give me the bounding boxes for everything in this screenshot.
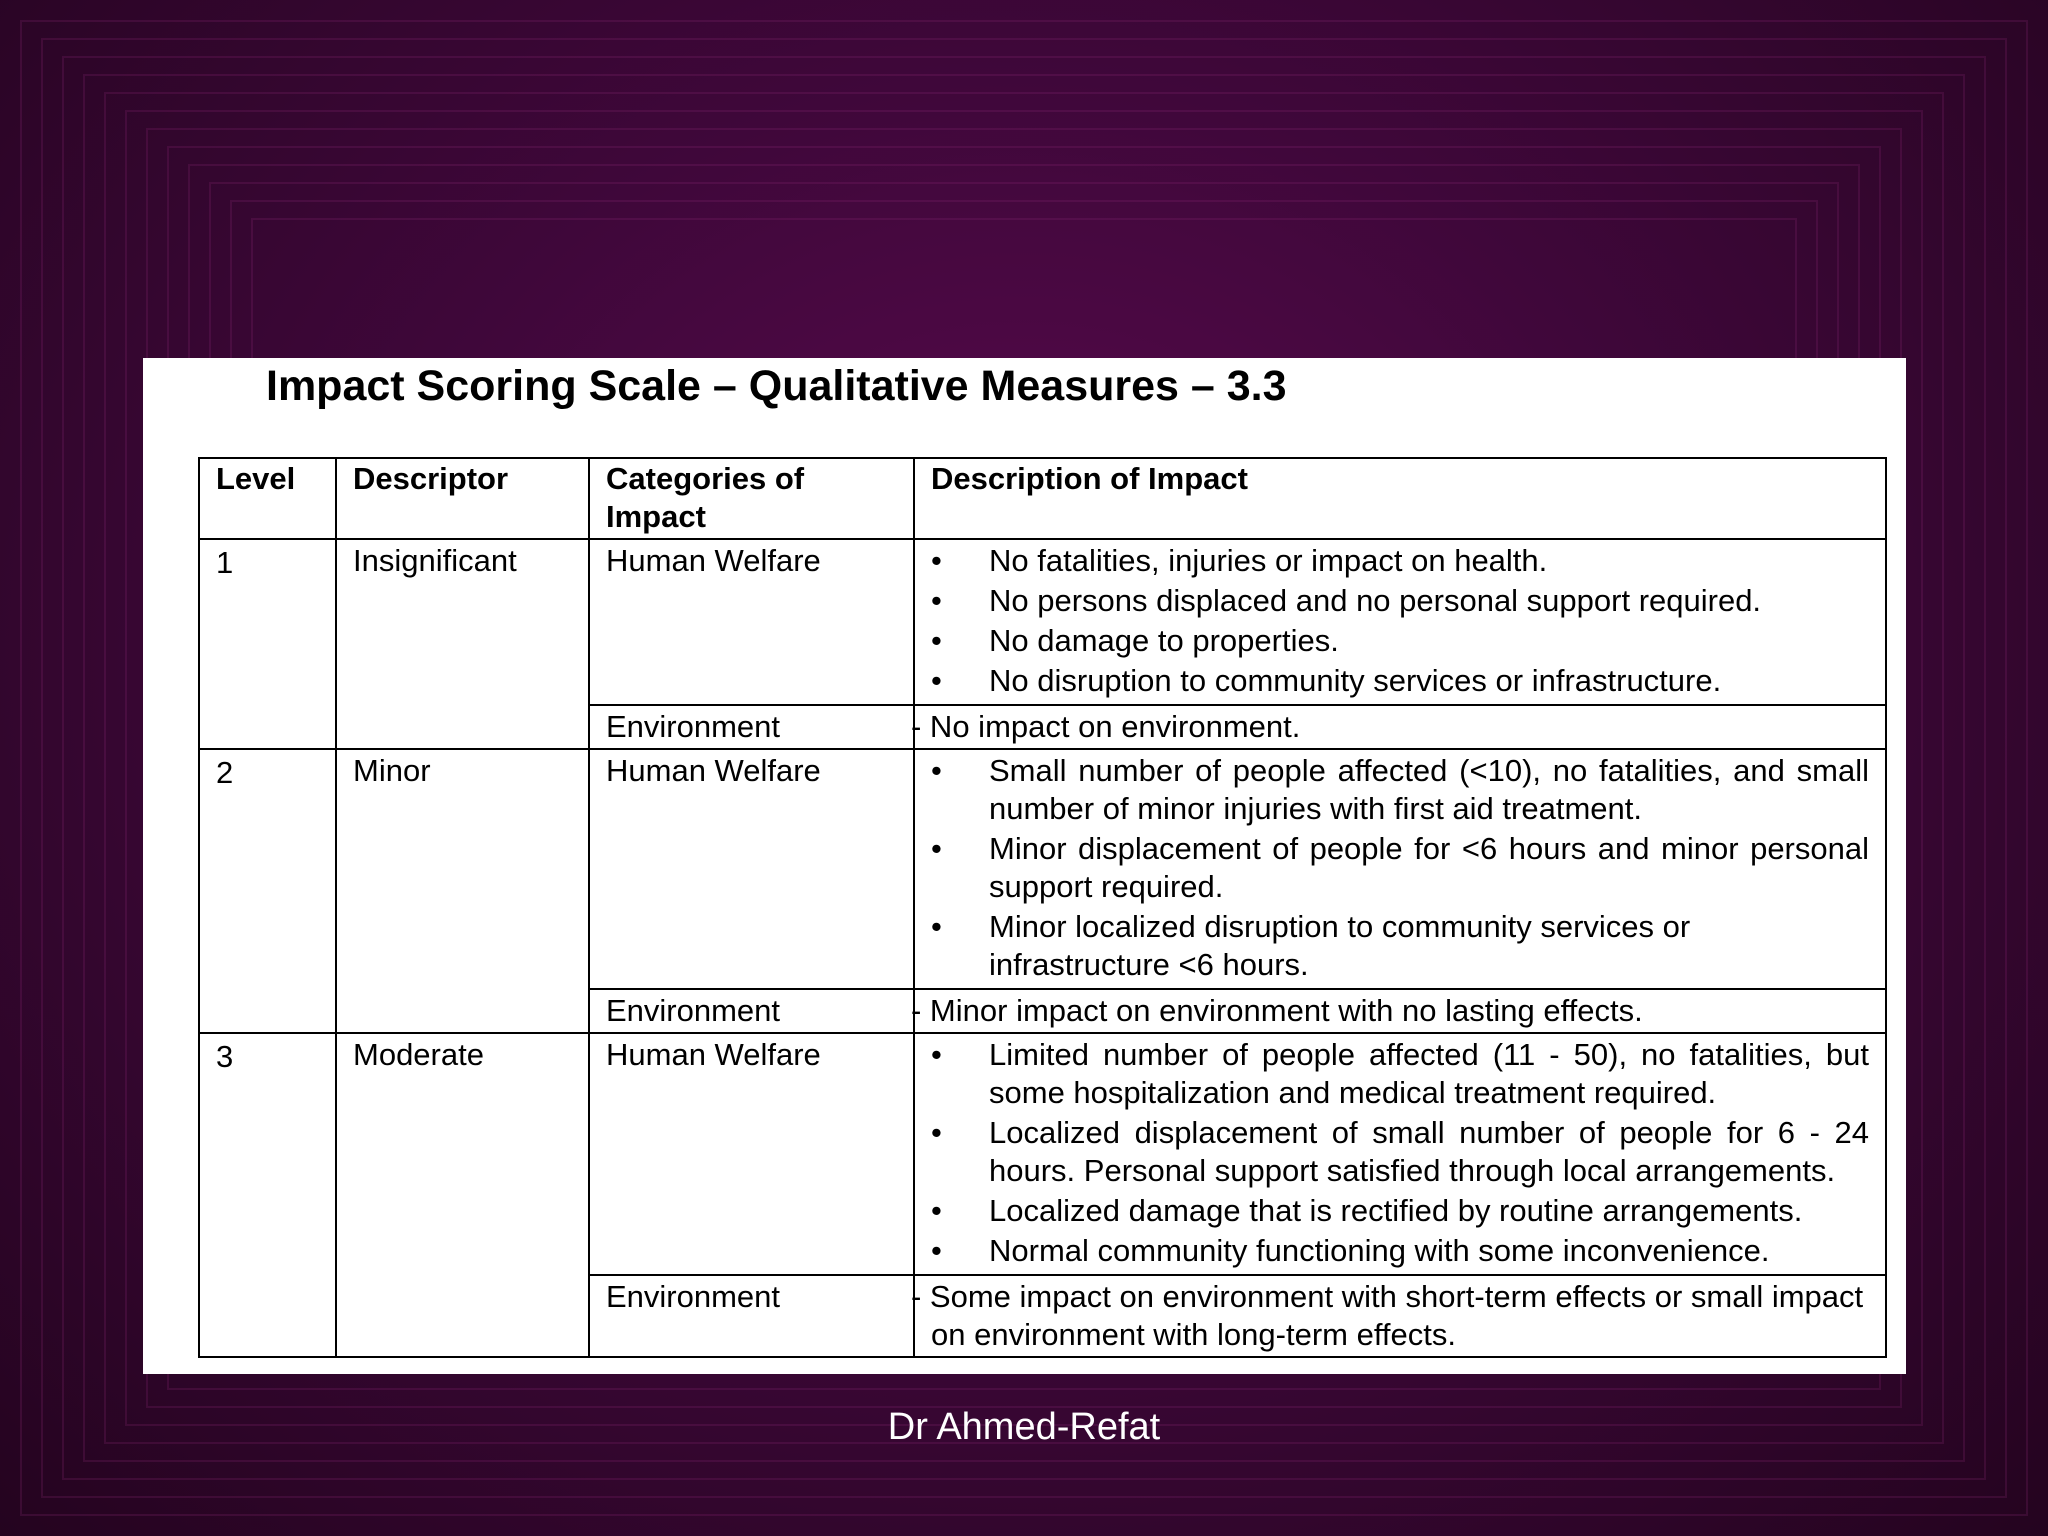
- category-cell: Environment: [589, 705, 914, 749]
- slide-footer: Dr Ahmed-Refat: [887, 1406, 1161, 1448]
- header-descriptor: Descriptor: [336, 458, 589, 539]
- list-item: • No fatalities, injuries or impact on health.: [931, 542, 1869, 580]
- page-title: Impact Scoring Scale – Qualitative Measures – 3.3: [266, 362, 1287, 410]
- list-item: • Localized displacement of small number of people for 6 - 24 hours. Personal support satisfied through local arrangements.: [931, 1114, 1869, 1190]
- list-item: • Limited number of people affected (11 - 50), no fatalities, but some hospitalization and medical treatment required.: [931, 1036, 1869, 1112]
- category-cell: Environment: [589, 1275, 914, 1357]
- table-row: [199, 539, 1886, 705]
- header-level: Level: [199, 458, 336, 539]
- list-item: • No persons displaced and no personal support required.: [931, 582, 1869, 620]
- descriptor-cell: Moderate: [336, 1033, 589, 1357]
- table-row: [199, 749, 1886, 989]
- impact-bullets: [931, 542, 1869, 700]
- category-cell: Human Welfare: [589, 539, 914, 705]
- description-cell: [914, 1033, 1886, 1275]
- list-item: • No damage to properties.: [931, 622, 1869, 660]
- impact-scoring-table: [198, 457, 1887, 1358]
- document-panel: [143, 358, 1906, 1374]
- level-cell: 3: [199, 1033, 336, 1357]
- table-row: [199, 1033, 1886, 1275]
- description-cell: - Minor impact on environment with no lasting effects.: [914, 989, 1886, 1033]
- list-item: • No disruption to community services or infrastructure.: [931, 662, 1869, 700]
- impact-bullets: [931, 1036, 1869, 1270]
- list-item: • Localized damage that is rectified by routine arrangements.: [931, 1192, 1869, 1230]
- descriptor-cell: Insignificant: [336, 539, 589, 749]
- category-cell: Environment: [589, 989, 914, 1033]
- table-header-row: [199, 458, 1886, 539]
- category-cell: Human Welfare: [589, 1033, 914, 1275]
- category-cell: Human Welfare: [589, 749, 914, 989]
- description-cell: - Some impact on environment with short-term effects or small impact on environment with long-term effects.: [914, 1275, 1886, 1357]
- descriptor-cell: Minor: [336, 749, 589, 1033]
- list-item: • Small number of people affected (<10), no fatalities, and small number of minor injuries with first aid treatment.: [931, 752, 1869, 828]
- impact-bullets: [931, 752, 1869, 984]
- level-cell: 1: [199, 539, 336, 749]
- header-description: Description of Impact: [914, 458, 1886, 539]
- description-cell: [914, 539, 1886, 705]
- list-item: • Minor localized disruption to community services or infrastructure <6 hours.: [931, 908, 1869, 984]
- level-cell: 2: [199, 749, 336, 1033]
- list-item: • Normal community functioning with some inconvenience.: [931, 1232, 1869, 1270]
- description-cell: [914, 749, 1886, 989]
- header-categories: Categories of Impact: [589, 458, 914, 539]
- list-item: • Minor displacement of people for <6 hours and minor personal support required.: [931, 830, 1869, 906]
- description-cell: - No impact on environment.: [914, 705, 1886, 749]
